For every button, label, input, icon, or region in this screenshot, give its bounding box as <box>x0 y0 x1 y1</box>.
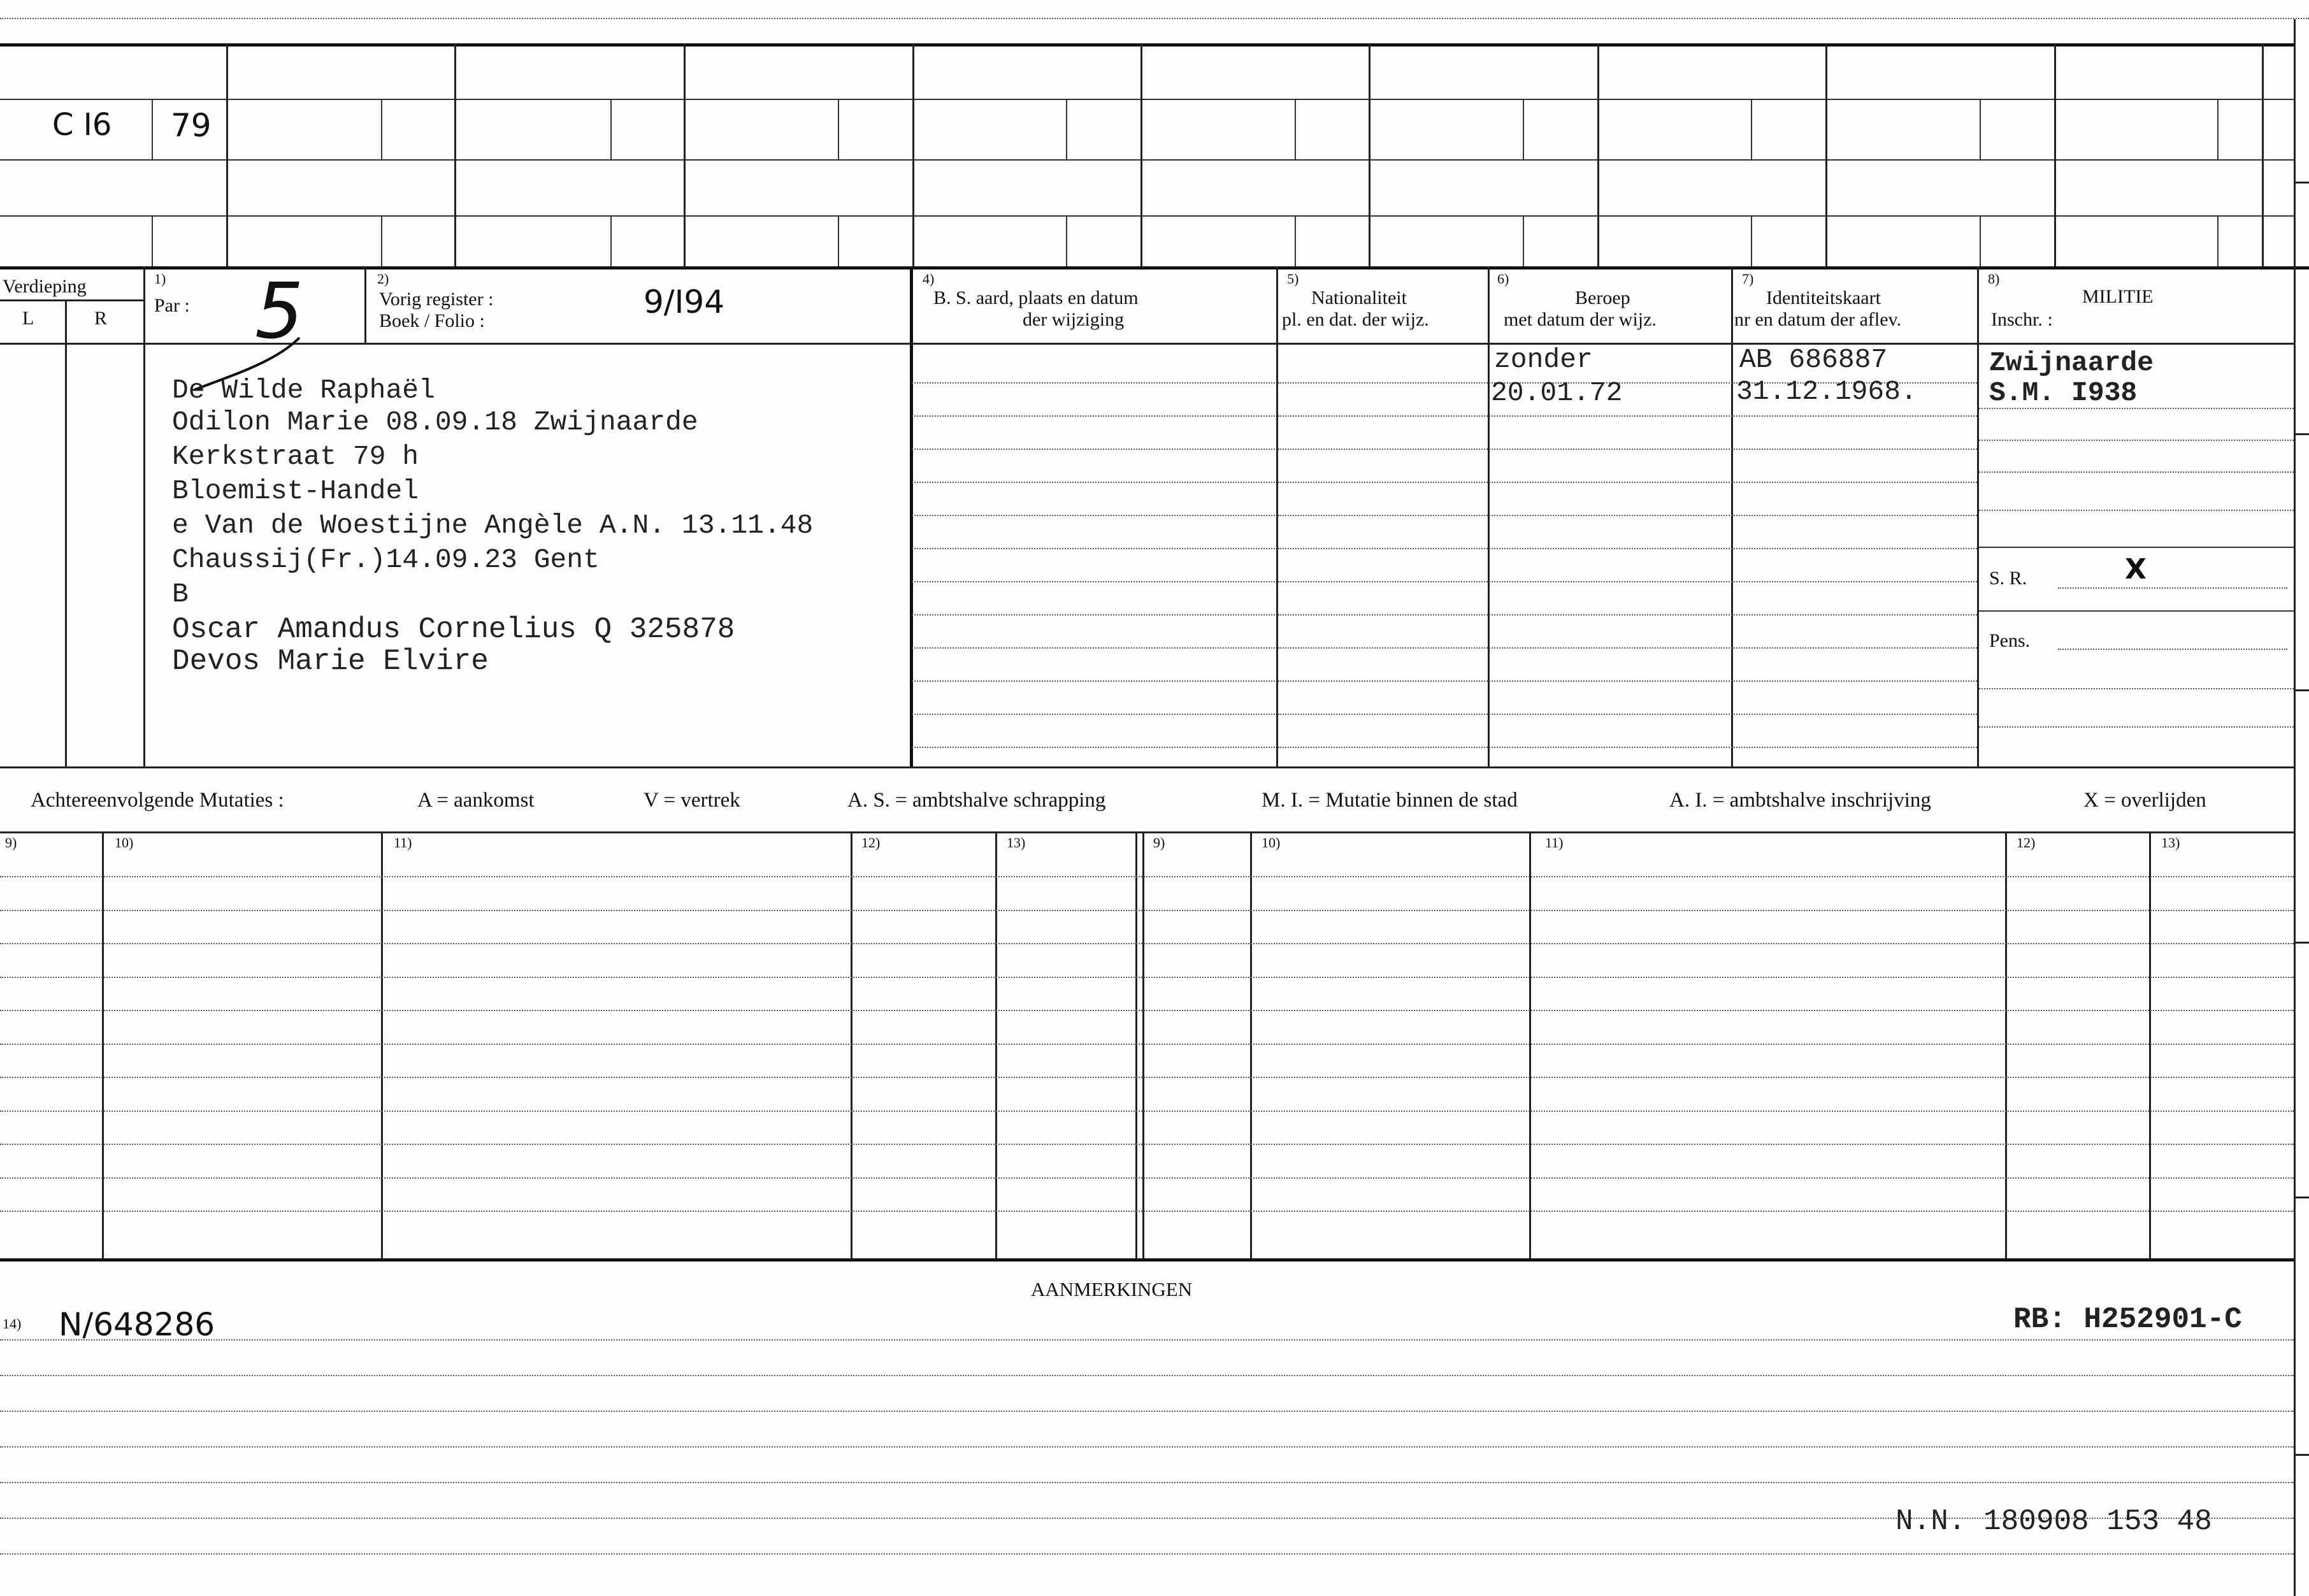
n-number: N/648286 <box>59 1306 215 1343</box>
militie-header: MILITIE <box>2082 286 2154 307</box>
l-label: L <box>22 308 34 329</box>
aanmerkingen-col-number: 14) <box>3 1316 22 1332</box>
mut-right-col-11: 11) <box>1545 835 1564 851</box>
mut-left-col-13: 13) <box>1007 835 1026 851</box>
col7-number: 7) <box>1742 271 1754 287</box>
nationaliteit-header: Nationaliteit <box>1311 287 1407 308</box>
mut-right-col-9: 9) <box>1153 835 1165 851</box>
col8-number: 8) <box>1988 271 2000 287</box>
pens-label: Pens. <box>1989 630 2031 651</box>
col4-number: 4) <box>923 271 935 287</box>
record-line-4: Bloemist-Handel <box>172 475 419 507</box>
militie-sm: S.M. I938 <box>1989 377 2138 408</box>
record-line-2: Odilon Marie 08.09.18 Zwijnaarde <box>172 406 698 438</box>
r-label: R <box>94 308 108 329</box>
cell-number: 79 <box>171 107 212 144</box>
bs-header-line1: B. S. aard, plaats en datum <box>933 287 1139 308</box>
militie-place: Zwijnaarde <box>1989 347 2154 378</box>
beroep-header: Beroep <box>1575 287 1630 308</box>
legend-inschrijving: A. I. = ambtshalve inschrijving <box>1669 789 1931 812</box>
mut-left-col-10: 10) <box>115 835 134 851</box>
legend-mutatie: M. I. = Mutatie binnen de stad <box>1262 789 1518 812</box>
mutaties-title: Achtereenvolgende Mutaties : <box>31 789 284 812</box>
legend-vertrek: V = vertrek <box>644 789 740 812</box>
record-line-5: e Van de Woestijne Angèle A.N. 13.11.48 <box>172 510 814 541</box>
mut-right-col-12: 12) <box>2017 835 2036 851</box>
record-line-3: Kerkstraat 79 h <box>172 441 419 472</box>
record-line-8: Oscar Amandus Cornelius Q 325878 <box>172 613 735 646</box>
legend-schrapping: A. S. = ambtshalve schrapping <box>847 789 1106 812</box>
beroep-value: zonder <box>1494 344 1593 375</box>
boek-folio-label: Boek / Folio : <box>379 310 485 331</box>
mut-right-col-13: 13) <box>2161 835 2180 851</box>
bs-header-line2: der wijziging <box>1023 309 1125 330</box>
id-number: AB 686887 <box>1739 344 1888 375</box>
mut-left-col-11: 11) <box>394 835 412 851</box>
mut-left-col-12: 12) <box>861 835 881 851</box>
mut-left-col-9: 9) <box>5 835 17 851</box>
record-line-7: B <box>172 579 189 610</box>
sr-label: S. R. <box>1989 568 2027 589</box>
inschr-label: Inschr. : <box>1991 309 2053 330</box>
record-line-9: Devos Marie Elvire <box>172 645 489 678</box>
sr-value: X <box>2125 553 2147 586</box>
nn-number: N.N. 180908 153 48 <box>1895 1505 2212 1538</box>
col1-number: 1) <box>154 271 166 287</box>
record-line-1: De Wilde Raphaël <box>172 375 435 406</box>
identiteitskaart-sub: nr en datum der aflev. <box>1734 309 1902 330</box>
vorig-register-label: Vorig register : <box>379 289 494 310</box>
col6-number: 6) <box>1497 271 1509 287</box>
par-label: Par : <box>154 295 190 316</box>
legend-aankomst: A = aankomst <box>417 789 535 812</box>
nationaliteit-sub: pl. en dat. der wijz. <box>1282 309 1429 330</box>
aanmerkingen-title: AANMERKINGEN <box>1031 1278 1193 1300</box>
par-mark: 5 <box>255 268 304 356</box>
record-line-6: Chaussij(Fr.)14.09.23 Gent <box>172 544 600 575</box>
col2-number: 2) <box>377 271 389 287</box>
legend-overlijden: X = overlijden <box>2083 789 2206 812</box>
beroep-date: 20.01.72 <box>1491 377 1623 408</box>
verdieping-label: Verdieping <box>3 276 87 297</box>
col5-number: 5) <box>1287 271 1299 287</box>
vorig-register-value: 9/I94 <box>644 284 725 320</box>
beroep-sub: met datum der wijz. <box>1504 309 1657 330</box>
mut-right-col-10: 10) <box>1262 835 1281 851</box>
rb-number: RB: H252901-C <box>2013 1303 2242 1336</box>
id-date: 31.12.1968. <box>1736 376 1917 407</box>
identiteitskaart-header: Identiteitskaart <box>1766 287 1881 308</box>
cell-code: C I6 <box>52 107 112 143</box>
